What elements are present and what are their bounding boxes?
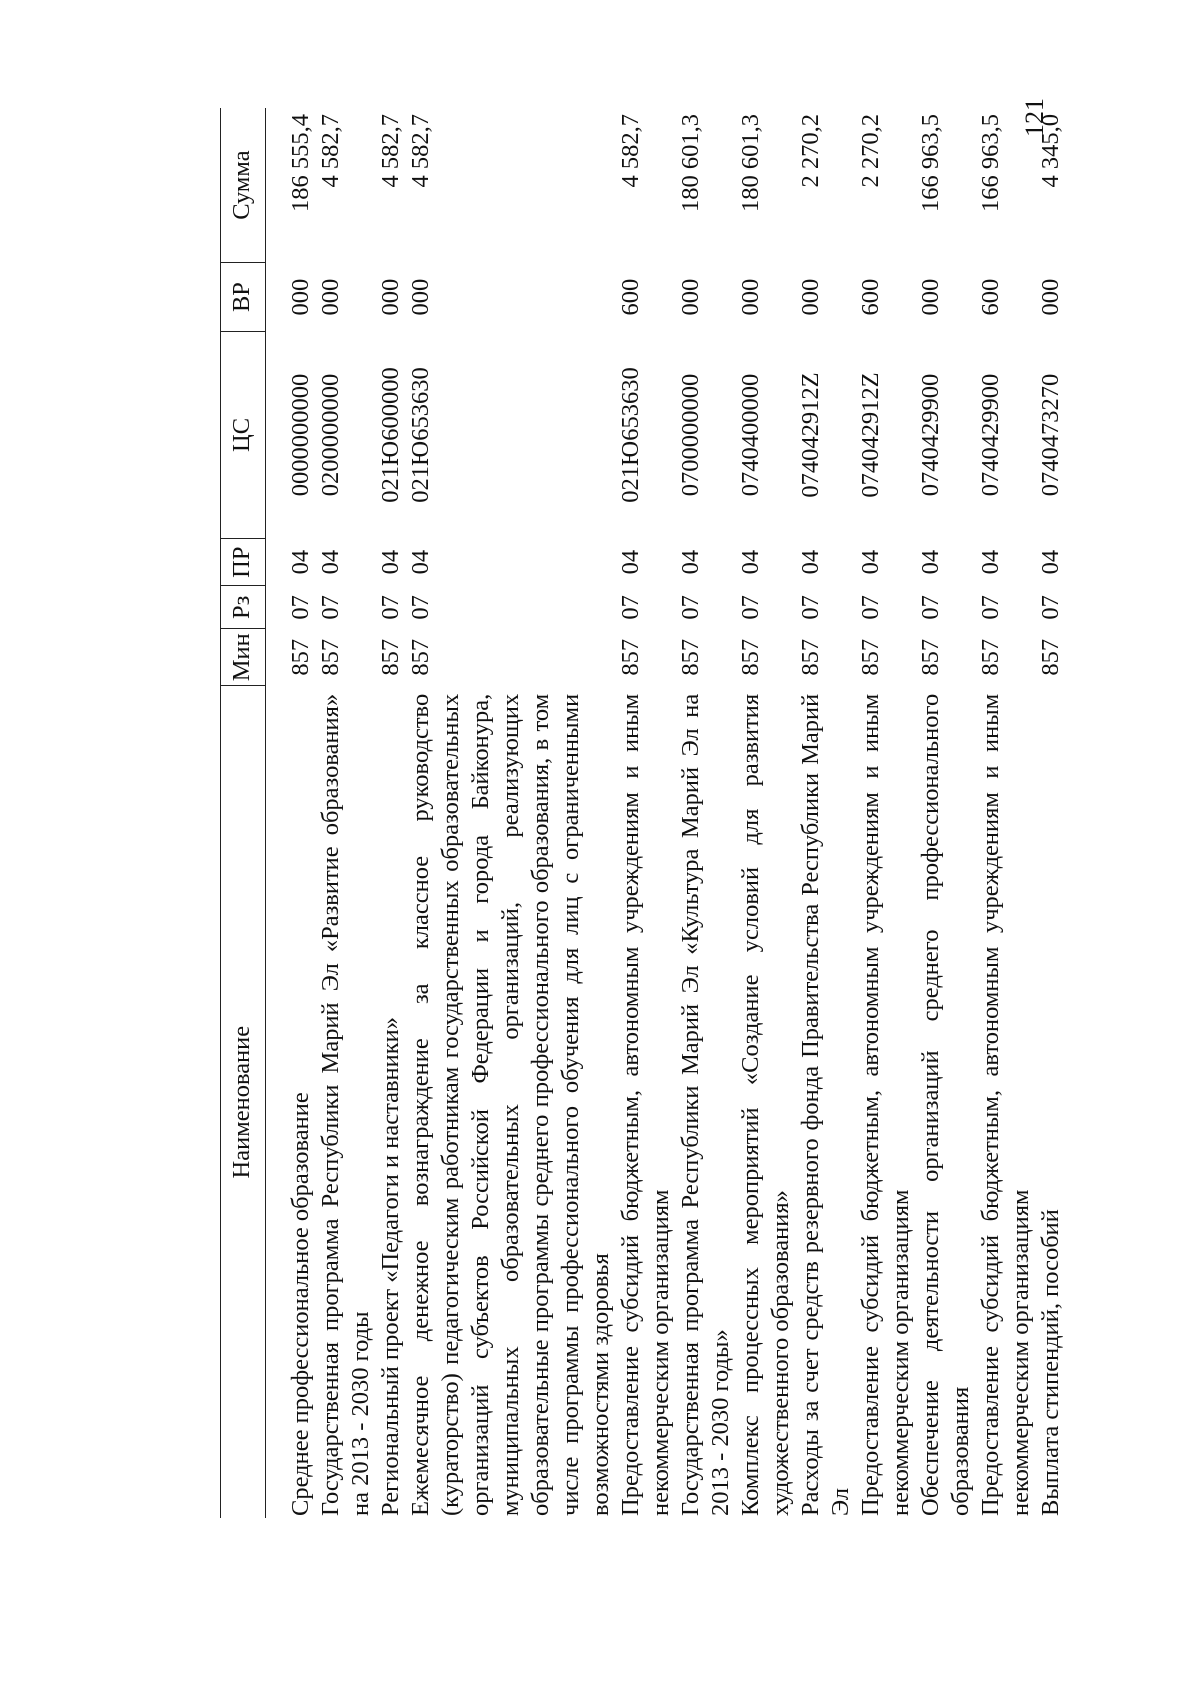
cell-name: Ежемесячное денежное вознаграждение за классное руководство (кураторство) педагогическим работникам государственных образовательных организаций субъектов Российской Федерации и города Байконура, муниципальных образовательных организаций, реализующих образовательные программы среднего профессионального образования, в том числе программы профессионального обучения для лиц с ограниченными возможностями здоровья (407, 693, 614, 1516)
header-min: Мин (221, 629, 266, 686)
cell-min: 857 (857, 638, 884, 676)
cell-min: 857 (317, 638, 344, 676)
cell-cs: 074042912Z (797, 372, 824, 498)
cell-cs: 021Ю600000 (377, 367, 404, 503)
cell-min: 857 (917, 638, 944, 676)
table-row (976, 108, 1036, 1518)
cell-name: Предоставление субсидий бюджетным, автономным учреждениям и иным некоммерческим организациям (977, 693, 1034, 1516)
header-rz: Рз (221, 586, 266, 629)
cell-sum: 166 963,5 (917, 114, 944, 212)
cell-vr: 000 (917, 278, 944, 316)
cell-cs: 0700000000 (677, 373, 704, 497)
cell-rz: 07 (317, 595, 344, 620)
table-header (221, 108, 266, 1518)
cell-sum: 4 345,0 (1037, 114, 1064, 188)
cell-cs: 074042912Z (857, 372, 884, 498)
table-row (916, 108, 976, 1518)
cell-min: 857 (407, 638, 434, 676)
header-name: Наименование (221, 686, 266, 1518)
table-row (616, 108, 676, 1518)
table-row (376, 108, 406, 1518)
cell-rz: 07 (1037, 595, 1064, 620)
cell-sum: 2 270,2 (857, 114, 884, 188)
cell-pr: 04 (737, 549, 764, 575)
cell-name: Выплата стипендий, пособий (1037, 1209, 1064, 1516)
table-row (1036, 108, 1066, 1518)
cell-pr: 04 (617, 549, 644, 575)
table-row (266, 108, 317, 1518)
cell-min: 857 (737, 638, 764, 676)
cell-pr: 04 (797, 549, 824, 575)
cell-rz: 07 (737, 595, 764, 620)
cell-min: 857 (1037, 638, 1064, 676)
cell-name: Государственная программа Республики Марий Эл «Развитие образования» на 2013 - 2030 годы (317, 693, 374, 1516)
cell-pr: 04 (857, 549, 884, 575)
cell-vr: 600 (977, 278, 1004, 316)
cell-sum: 4 582,7 (377, 114, 404, 188)
cell-sum: 180 601,3 (677, 114, 704, 212)
cell-rz: 07 (917, 595, 944, 620)
cell-vr: 000 (377, 278, 404, 316)
header-cs: ЦС (221, 332, 266, 539)
cell-name: Среднее профессиональное образование (287, 1092, 314, 1516)
cell-name: Государственная программа Республики Марий Эл «Культура Марий Эл на 2013 - 2030 годы» (677, 693, 734, 1516)
cell-min: 857 (287, 638, 314, 676)
cell-rz: 07 (287, 595, 314, 620)
cell-pr: 04 (917, 549, 944, 575)
cell-sum: 4 582,7 (407, 114, 434, 188)
cell-cs: 0740473270 (1037, 373, 1064, 497)
cell-cs: 0740429900 (977, 373, 1004, 497)
cell-pr: 04 (1037, 549, 1064, 575)
cell-rz: 07 (677, 595, 704, 620)
cell-rz: 07 (977, 595, 1004, 620)
cell-min: 857 (677, 638, 704, 676)
cell-pr: 04 (677, 549, 704, 575)
cell-sum: 180 601,3 (737, 114, 764, 212)
cell-vr: 600 (617, 278, 644, 316)
cell-sum: 4 582,7 (317, 114, 344, 188)
cell-sum: 166 963,5 (977, 114, 1004, 212)
cell-pr: 04 (287, 549, 314, 575)
cell-pr: 04 (317, 549, 344, 575)
cell-min: 857 (977, 638, 1004, 676)
cell-pr: 04 (407, 549, 434, 575)
table-row (856, 108, 916, 1518)
table-row (736, 108, 796, 1518)
cell-sum: 186 555,4 (287, 114, 314, 212)
cell-vr: 000 (677, 278, 704, 316)
cell-pr: 04 (377, 549, 404, 575)
cell-name: Обеспечение деятельности организаций среднего профессионального образования (917, 693, 974, 1516)
table-row (796, 108, 856, 1518)
cell-vr: 600 (857, 278, 884, 316)
cell-vr: 000 (287, 278, 314, 316)
table-row (316, 108, 376, 1518)
cell-rz: 07 (407, 595, 434, 620)
cell-sum: 2 270,2 (797, 114, 824, 188)
cell-rz: 07 (617, 595, 644, 620)
rotated-page-content (20, 48, 1180, 1648)
table-row (676, 108, 736, 1518)
cell-rz: 07 (377, 595, 404, 620)
cell-vr: 000 (407, 278, 434, 316)
header-row (221, 108, 266, 1518)
cell-rz: 07 (797, 595, 824, 620)
cell-cs: 021Ю653630 (407, 367, 434, 503)
budget-table (220, 108, 1066, 1518)
header-vr: ВР (221, 263, 266, 332)
page-number: 121 (1020, 98, 1049, 137)
header-sum: Сумма (221, 108, 266, 263)
header-pr: ПР (221, 538, 266, 586)
cell-vr: 000 (317, 278, 344, 316)
cell-min: 857 (617, 638, 644, 676)
table-body (266, 108, 1067, 1518)
cell-cs: 0740429900 (917, 373, 944, 497)
cell-cs: 0000000000 (287, 373, 314, 497)
cell-pr: 04 (977, 549, 1004, 575)
cell-cs: 0740400000 (737, 373, 764, 497)
cell-cs: 021Ю653630 (617, 367, 644, 503)
cell-vr: 000 (737, 278, 764, 316)
cell-name: Предоставление субсидий бюджетным, автономным учреждениям и иным некоммерческим организациям (617, 693, 674, 1516)
cell-vr: 000 (797, 278, 824, 316)
cell-min: 857 (797, 638, 824, 676)
table-row (406, 108, 616, 1518)
cell-cs: 0200000000 (317, 373, 344, 497)
cell-min: 857 (377, 638, 404, 676)
cell-sum: 4 582,7 (617, 114, 644, 188)
cell-name: Предоставление субсидий бюджетным, автономным учреждениям и иным некоммерческим организациям (857, 693, 914, 1516)
cell-name: Комплекс процессных мероприятий «Создание условий для развития художественного образования» (737, 693, 794, 1516)
cell-name: Региональный проект «Педагоги и наставники» (377, 1016, 404, 1516)
cell-rz: 07 (857, 595, 884, 620)
cell-vr: 000 (1037, 278, 1064, 316)
cell-name: Расходы за счет средств резервного фонда Правительства Республики Марий Эл (797, 693, 854, 1516)
